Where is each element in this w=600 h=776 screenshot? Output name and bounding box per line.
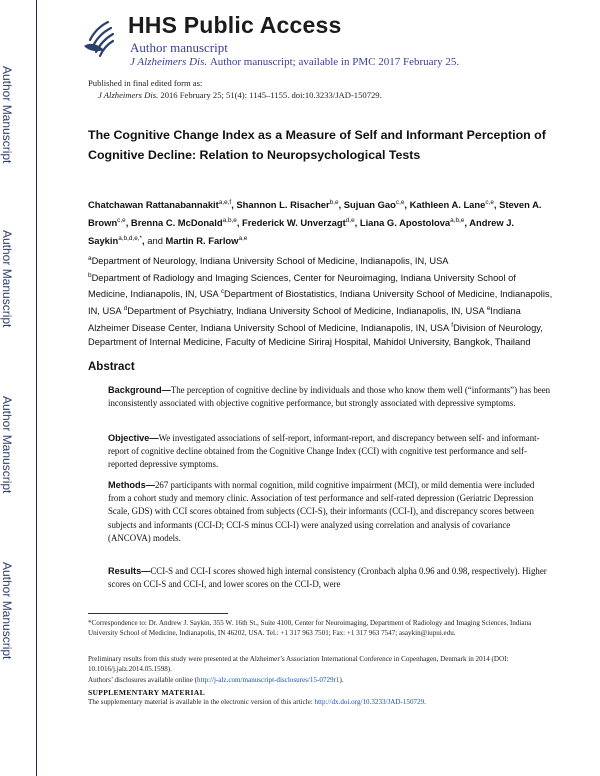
citation-line xyxy=(88,90,382,102)
author-affiliation-marker: a,b,e xyxy=(222,217,237,225)
methods-label: Methods— xyxy=(108,480,155,490)
author-name: Steven A. Brown xyxy=(88,199,542,229)
citation-details: 2016 February 25; 51(4): 1145–1155. doi:10.3233/JAD-150729. xyxy=(160,89,382,100)
supplementary-end: . xyxy=(424,698,426,706)
disclosures-footnote xyxy=(88,676,558,686)
background-label: Background— xyxy=(108,385,171,395)
results-text: CCI-S and CCI-I scores showed high internal consistency (Cronbach alpha 0.96 and 0.98, respectively). Higher scores on CCI-S and CCI-I, and lower scores on the CCI-D, were xyxy=(108,566,547,590)
author-conjunction: and xyxy=(147,235,163,247)
hhs-header xyxy=(78,14,578,72)
author-affiliation-marker: d,e xyxy=(345,217,355,225)
supplementary-link[interactable]: http://dx.doi.org/10.3233/JAD-150729 xyxy=(314,698,425,706)
supplementary-footnote xyxy=(88,698,558,708)
affiliation-marker: d xyxy=(123,305,128,313)
abstract-objective xyxy=(108,432,552,472)
abstract-methods xyxy=(108,479,552,545)
author-affiliation-marker: a,b,d,e,* xyxy=(118,235,143,243)
author-affiliation-marker: b,e xyxy=(329,199,339,206)
affiliations xyxy=(88,252,558,350)
affiliation-text: Division of Neurology, Department of Internal Medicine, Faculty of Medicine Siriraj Hospital, Mahidol University, Bangkok, Thailand xyxy=(88,322,543,348)
sidebar-label: Author Manuscript xyxy=(0,230,14,328)
hhs-public-access-title: HHS Public Access xyxy=(128,12,342,38)
manuscript-availability xyxy=(130,56,459,68)
affiliation-text: Department of Radiology and Imaging Sciences, Center for Neuroimaging, Indiana University School of Medicine, Indianapolis, IN, USA xyxy=(88,272,516,300)
correspondence-footnote: *Correspondence to: Dr. Andrew J. Saykin, 355 W. 16th St., Suite 4100, Center for Neuroimaging, Department of Radiology and Imaging Sciences, Indiana University School of Medicine, Indianapolis, IN 46202, USA. Tel.: +1 317 963 7501; Fax: +1 317 963 7547; asaykin@iupui.edu. xyxy=(88,619,532,637)
author-affiliation-marker: c,e xyxy=(395,199,405,206)
supplementary-heading: SUPPLEMENTARY MATERIAL xyxy=(88,688,205,697)
affiliation-marker: c xyxy=(220,288,225,296)
abstract-results xyxy=(108,565,552,591)
results-label: Results— xyxy=(108,566,151,576)
affiliation-marker: b xyxy=(88,271,92,279)
article-title: The Cognitive Change Index as a Measure of Self and Informant Perception of Cognitive Decline: Relation to Neuropsychological Tests xyxy=(88,128,546,162)
supplementary-text: The supplementary material is available in the electronic version of this article: xyxy=(88,698,315,706)
sidebar-label: Author Manuscript xyxy=(0,66,14,164)
objective-text: We investigated associations of self-report, informant-report, and discrepancy between self- and informant-report of cognitive decline obtained from the Cognitive Change Index (CCI) with cognitive test performance and self-reported depressive symptoms. xyxy=(108,433,540,470)
author-name: Sujuan Gao xyxy=(343,199,396,211)
background-text: The perception of cognitive decline by individuals and those who know them well (“informants”) has been inconsistently associated with objective cognitive performance, but strongly associated with depressive symptoms. xyxy=(108,385,551,409)
author-name: Andrew J. Saykin xyxy=(88,217,515,247)
sidebar-label: Author Manuscript xyxy=(0,562,14,660)
hhs-eagle-logo-icon xyxy=(78,16,122,60)
footnote-divider xyxy=(88,613,228,614)
disclosures-link[interactable]: http://j-alz.com/manuscript-disclosures/15-0729r1 xyxy=(197,676,340,684)
author-name: Kathleen A. Lane xyxy=(409,199,486,211)
author-name: Frederick W. Unverzagt xyxy=(242,217,346,229)
author-name: Martin R. Farlow xyxy=(165,235,239,247)
affiliation-text: Department of Psychiatry, Indiana University School of Medicine, Indianapolis, IN, USA xyxy=(127,306,485,317)
author-name: Chatchawan Rattanabannakit xyxy=(88,199,219,211)
affiliation-marker: a xyxy=(88,255,92,262)
objective-label: Objective— xyxy=(108,433,159,443)
availability-text: Author manuscript; available in PMC 2017 February 25. xyxy=(209,56,460,68)
author-name: Shannon L. Risacher xyxy=(236,199,330,211)
author-affiliation-marker: c,e xyxy=(117,217,126,225)
author-list: Chatchawan Rattanabannakit$^{a,e,f}$, Shannon L. Risacher$^{b,e}$, Sujuan Gao$^{c,e}$, Kathleen A. Lane$^{c,e}$, Steven A. Brown$^{c,e}$, Brenna C. McDonald$^{a,b,e}$, Frederick W. Unverzagt$^{d,e}$, Liana G. Apostolova$^{a,b,e}$, Andrew J. Saykin$^{a,b,d,e,*}$, and Martin R. Farlow$^{a,e}$ xyxy=(88,199,542,247)
disclosures-text: Authors’ disclosures available online ( xyxy=(88,676,198,684)
disclosures-end: ). xyxy=(339,676,344,684)
published-citation xyxy=(88,78,382,101)
author-affiliation-marker: c,e xyxy=(485,199,494,206)
preliminary-footnote: Preliminary results from this study were presented at the Alzheimer’s Association International Conference in Copenhagen, Denmark in 2014 (DOI: 10.1016/j.jalz.2014.05.1598). xyxy=(88,655,509,673)
affiliation-marker: f xyxy=(451,321,454,329)
author-name: Liana G. Apostolova xyxy=(359,217,451,229)
author-affiliation-marker: a,e,f xyxy=(218,199,232,206)
sidebar-label: Author Manuscript xyxy=(0,396,14,494)
citation-journal: J Alzheimers Dis. xyxy=(98,89,159,100)
author-name: Brenna C. McDonald xyxy=(130,217,223,229)
author-manuscript-label: Author manuscript xyxy=(130,40,228,55)
affiliation-marker: e xyxy=(486,305,491,313)
published-label: Published in final edited form as: xyxy=(88,78,203,88)
abstract-background xyxy=(108,384,552,410)
abstract-heading: Abstract xyxy=(88,361,135,373)
journal-name: J Alzheimers Dis. xyxy=(130,56,208,68)
methods-text: 267 participants with normal cognition, mild cognitive impairment (MCI), or mild dementia were included from a cohort study and memory clinic. Association of test performance and self-rated depression (Geriatric Depression Scale, GDS) with CCI scores obtained from subjects (CCI-S), their informants (CCI-I), and discrepancy scores between subjects and informants (CCI-D; CCI-S minus CCI-I) were analyzed using correlation and analysis of covariance (ANCOVA) models. xyxy=(108,480,535,543)
affiliation-text: Department of Neurology, Indiana University School of Medicine, Indianapolis, IN, USA xyxy=(91,256,449,267)
author-affiliation-marker: a,b,e xyxy=(450,217,465,225)
author-manuscript-sidebar xyxy=(0,0,48,776)
author-affiliation-marker: a,e xyxy=(238,235,248,243)
affiliation-text: Indiana Alzheimer Disease Center, Indiana University School of Medicine, Indianapolis, IN, USA xyxy=(88,306,521,333)
sidebar-divider xyxy=(36,0,37,776)
affiliation-text: Department of Biostatistics, Indiana University School of Medicine, Indianapolis, IN, USA xyxy=(88,289,553,317)
